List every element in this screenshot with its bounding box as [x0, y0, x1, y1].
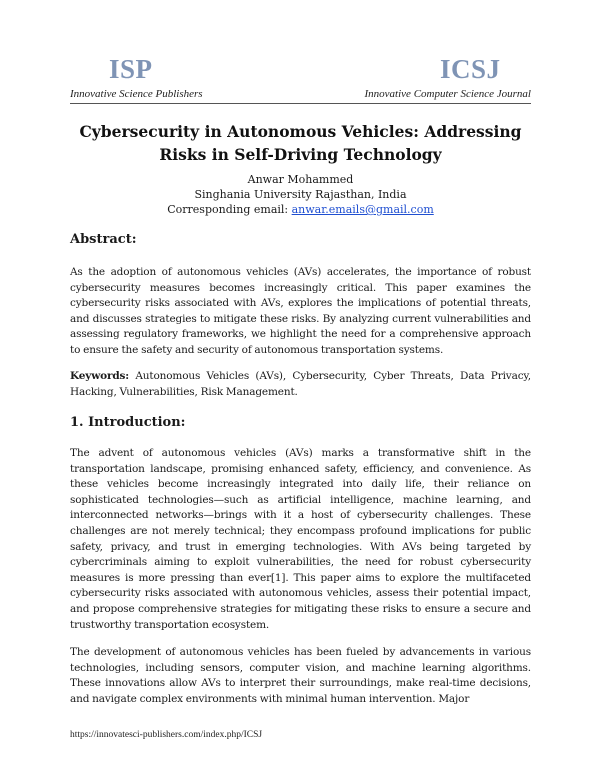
abstract-text: As the adoption of autonomous vehicles (AVs) accelerates, the importance of robust cybersecurity measures becomes increasingly critical. This paper examines the cybersecurity risks associated with AVs, explores the implications of potential threats, and discusses strategies to mitigate these risks. By analyzing current vulnerabilities and assessing regulatory frameworks, we highlight the need for a comprehensive approach to ensure the safety and security of autonomous transportation systems.	[70, 266, 531, 356]
author-block	[70, 172, 531, 217]
author-affiliation: Singhania University Rajasthan, India	[194, 188, 407, 201]
keywords-label: Keywords:	[70, 370, 130, 382]
journal-header	[70, 54, 531, 104]
introduction-paragraph-1: The advent of autonomous vehicles (AVs) marks a transformative shift in the transportation landscape, promising enhanced safety, efficiency, and convenience. As these vehicles become increasingly integrated into daily life, their reliance on sophisticated technologies—such as artificial intelligence, machine learning, and interconnected networks—brings with it a host of cybersecurity challenges. These challenges are not merely technical; they encompass profound implications for public safety, privacy, and trust in emerging technologies. With AVs being targeted by cybercriminals aiming to exploit vulnerabilities, the need for robust cybersecurity measures is more pressing than ever[1]. This paper aims to explore the multifaceted cybersecurity risks associated with autonomous vehicles, assess their potential impact, and propose comprehensive strategies for mitigating these risks to ensure a secure and trustworthy transportation ecosystem.	[70, 447, 531, 631]
email-link[interactable]: anwar.emails@gmail.com	[291, 203, 434, 216]
keywords-text: Autonomous Vehicles (AVs), Cybersecurity, Cyber Threats, Data Privacy, Hacking, Vulnerabilities, Risk Management.	[70, 370, 531, 398]
introduction-heading: 1. Introduction:	[70, 415, 186, 430]
journal-logo: ICSJ	[440, 54, 501, 84]
publisher-logo: ISP	[109, 54, 153, 84]
abstract-heading: Abstract:	[70, 232, 137, 247]
introduction-paragraph-2: The development of autonomous vehicles has been fueled by advancements in various technologies, including sensors, computer vision, and machine learning algorithms. These innovations allow AVs to interpret their surroundings, make real-time decisions, and navigate complex environments with minimal human intervention. Major	[70, 646, 531, 705]
author-name: Anwar Mohammed	[247, 173, 354, 186]
journal-name: Innovative Computer Science Journal	[364, 88, 531, 100]
paper-title: Cybersecurity in Autonomous Vehicles: Addressing Risks in Self-Driving Technology	[79, 122, 522, 164]
keywords	[70, 369, 531, 400]
footer-url[interactable]: https://innovatesci-publishers.com/index.php/ICSJ	[70, 730, 263, 740]
corresponding-email-line	[70, 202, 531, 217]
publisher-name: Innovative Science Publishers	[70, 88, 203, 100]
email-label: Corresponding email:	[167, 203, 292, 216]
header-divider	[70, 103, 531, 104]
